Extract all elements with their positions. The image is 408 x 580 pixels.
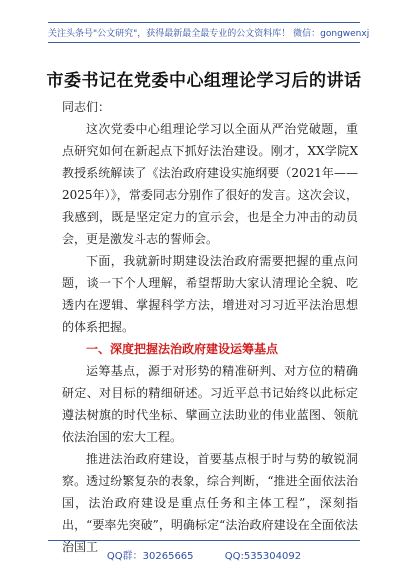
footer-rule: [48, 540, 360, 541]
paragraph-section1-a: 运筹基点，源于对形势的精准研判、对方位的精确研定、对目标的精细研述。习近平总书记始终以此标定遵法树旗的时代坐标、擘画立法助业的伟业蓝图、领航依法治国的宏大工程。: [62, 364, 358, 444]
footer-contact: [48, 547, 360, 562]
header-banner-text: 关注头条号"公文研究"，获得最新最全最专业的公文资料库！ 微信：gongwenxj: [48, 29, 370, 39]
salutation: 同志们：: [62, 100, 111, 114]
paragraph-intro: 这次党委中心组理论学习以全面从严治党破题，重点研究如何在新起点下抓好法治建设。刚才，XX学院X教授系统解读了《法治政府建设实施纲要（2021年——2025年）》，常委同志分别作了很好的发言。这次会议，我感到，既是坚定定力的宣示会，也是全力冲击的动员会，更是激发斗志的誓师会。: [62, 122, 358, 246]
section-heading: 一、深度把握法治政府建设运筹基点: [86, 342, 279, 356]
paragraph-outline: 下面，我就新时期建设法治政府需要把握的重点问题，谈一下个人理解，希望帮助大家认清理论全貌、吃透内在逻辑、掌握科学方法，增进对习习近平法治思想的体系把握。: [62, 254, 358, 334]
footer-qq: QQ:535304092: [224, 551, 302, 562]
paragraph-section1-b: 推进法治政府建设，首要基点根于时与势的敏锐洞察。透过纷繁复杂的表象，综合判断，“推进全面依法治国，法治政府建设是重点任务和主体工程”，深刻指出，“要率先突破”，明确标定“法治政府建设在全面依法治国工: [62, 452, 358, 554]
document-title: 市委书记在党委中心组理论学习后的讲话: [46, 71, 362, 91]
document-body: [62, 96, 358, 558]
header-top-rule: [48, 22, 360, 23]
header-bottom-rule: [48, 42, 360, 43]
footer-qq-group: QQ群：30265665: [106, 551, 194, 562]
footer: [48, 540, 360, 562]
header-banner: [48, 22, 370, 46]
